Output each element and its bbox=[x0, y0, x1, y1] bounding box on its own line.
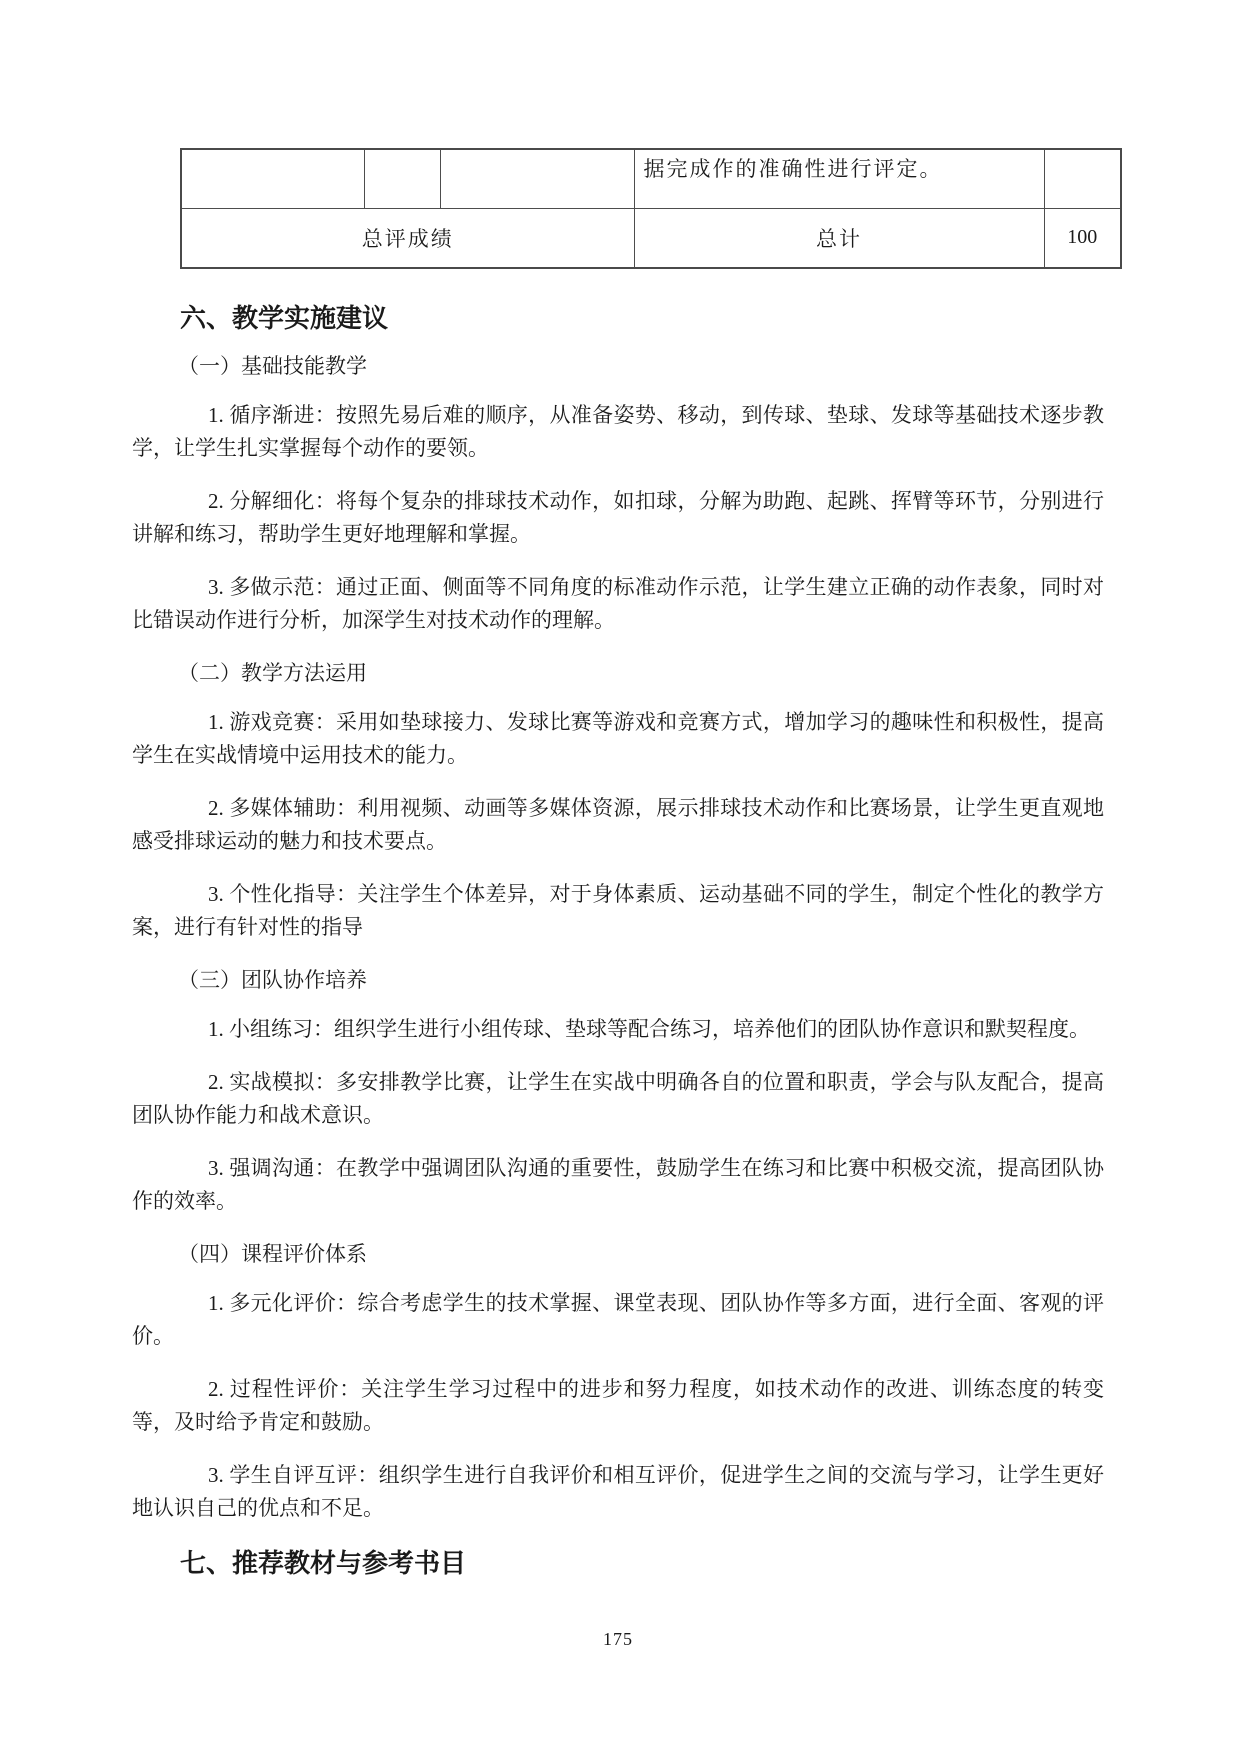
table-row bbox=[181, 208, 1121, 268]
paragraph-item: 2. 分解细化：将每个复杂的排球技术动作，如扣球，分解为助跑、起跳、挥臂等环节，分别进行讲解和练习，帮助学生更好地理解和掌握。 bbox=[132, 489, 1104, 546]
evaluation-summary-table bbox=[180, 148, 1122, 269]
table-cell-overall-grade-label: 总评成绩 bbox=[181, 208, 634, 268]
paragraph-item: 2. 多媒体辅助：利用视频、动画等多媒体资源，展示排球技术动作和比赛场景，让学生更直观地感受排球运动的魅力和技术要点。 bbox=[132, 796, 1104, 853]
table-cell-empty-1 bbox=[181, 149, 364, 208]
table-row bbox=[181, 149, 1121, 208]
paragraph-item: 3. 学生自评互评：组织学生进行自我评价和相互评价，促进学生之间的交流与学习，让学生更好地认识自己的优点和不足。 bbox=[132, 1463, 1104, 1520]
subsection-title-4: （四）课程评价体系 bbox=[178, 1242, 367, 1266]
section-heading-six: 六、教学实施建议 bbox=[180, 303, 389, 333]
document-body bbox=[132, 300, 1104, 1595]
paragraph-item: 1. 多元化评价：综合考虑学生的技术掌握、课堂表现、团队协作等多方面，进行全面、客观的评价。 bbox=[132, 1291, 1104, 1348]
table-cell-empty-4 bbox=[1044, 149, 1121, 208]
subsection-title-1: （一）基础技能教学 bbox=[178, 354, 367, 378]
paragraph-item: 1. 游戏竞赛：采用如垫球接力、发球比赛等游戏和竞赛方式，增加学习的趣味性和积极性，提高学生在实战情境中运用技术的能力。 bbox=[132, 710, 1104, 767]
page-number: 175 bbox=[603, 1629, 633, 1649]
paragraph-item: 3. 强调沟通：在教学中强调团队沟通的重要性，鼓励学生在练习和比赛中积极交流，提高团队协作的效率。 bbox=[132, 1156, 1104, 1213]
table-cell-empty-3 bbox=[440, 149, 634, 208]
subsection-title-3: （三）团队协作培养 bbox=[178, 968, 367, 992]
subsection-title-2: （二）教学方法运用 bbox=[178, 661, 367, 685]
table-cell-empty-2 bbox=[364, 149, 440, 208]
table-cell-criteria-continuation: 据完成作的准确性进行评定。 bbox=[634, 149, 1044, 208]
paragraph-item: 3. 个性化指导：关注学生个体差异，对于身体素质、运动基础不同的学生，制定个性化的教学方案，进行有针对性的指导 bbox=[132, 882, 1104, 939]
paragraph-item: 2. 过程性评价：关注学生学习过程中的进步和努力程度，如技术动作的改进、训练态度的转变等，及时给予肯定和鼓励。 bbox=[132, 1377, 1104, 1434]
paragraph-item: 1. 循序渐进：按照先易后难的顺序，从准备姿势、移动，到传球、垫球、发球等基础技术逐步教学，让学生扎实掌握每个动作的要领。 bbox=[132, 403, 1104, 460]
table-cell-total-value: 100 bbox=[1044, 208, 1121, 268]
paragraph-item: 2. 实战模拟：多安排教学比赛，让学生在实战中明确各自的位置和职责，学会与队友配合，提高团队协作能力和战术意识。 bbox=[132, 1070, 1104, 1127]
section-heading-seven: 七、推荐教材与参考书目 bbox=[180, 1548, 467, 1578]
paragraph-item: 3. 多做示范：通过正面、侧面等不同角度的标准动作示范，让学生建立正确的动作表象，同时对比错误动作进行分析，加深学生对技术动作的理解。 bbox=[132, 575, 1104, 632]
paragraph-item: 1. 小组练习：组织学生进行小组传球、垫球等配合练习，培养他们的团队协作意识和默契程度。 bbox=[208, 1017, 1090, 1041]
table-cell-total-label: 总计 bbox=[634, 208, 1044, 268]
